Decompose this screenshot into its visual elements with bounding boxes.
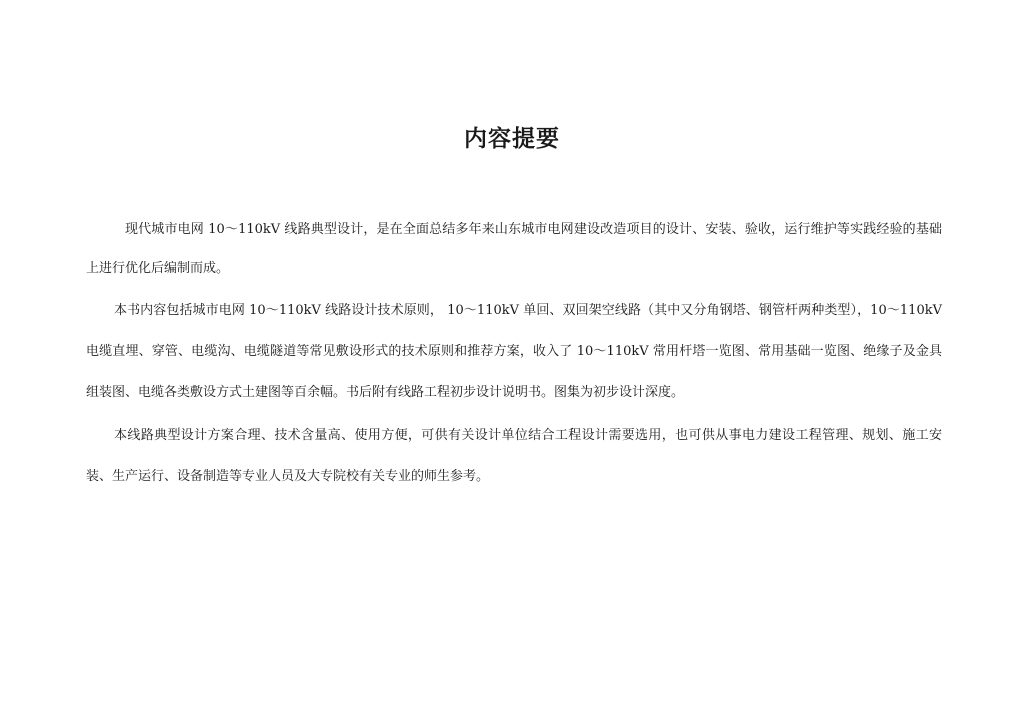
page-title: 内容提要 [464, 125, 560, 152]
paragraph-contents: 本书内容包括城市电网 10～110kV 线路设计技术原则， 10～110kV 单回、双回架空线路（其中又分角钢塔、钢管杆两种类型），10～110kV 电缆直埋、穿管、电缆沟、电缆隧道等常见敷设形式的技术原则和推荐方案，收入了 10～110kV 常用杆塔一览图、常用基础一览图、绝缘子及金具组装图、电缆各类敷设方式土建图等百余幅。书后附有线路工程初步设计说明书。图集为初步设计深度。 [86, 303, 942, 400]
paragraph-usage: 本线路典型设计方案合理、技术含量高、使用方便，可供有关设计单位结合工程设计需要选用，也可供从事电力建设工程管理、规划、施工安装、生产运行、设备制造等专业人员及大专院校有关专业的师生参考。 [86, 428, 942, 484]
document-body [86, 210, 942, 499]
paragraph-intro: 现代城市电网 10～110kV 线路典型设计，是在全面总结多年来山东城市电网建设改造项目的设计、安装、验收，运行维护等实践经验的基础上进行优化后编制而成。 [86, 222, 942, 276]
